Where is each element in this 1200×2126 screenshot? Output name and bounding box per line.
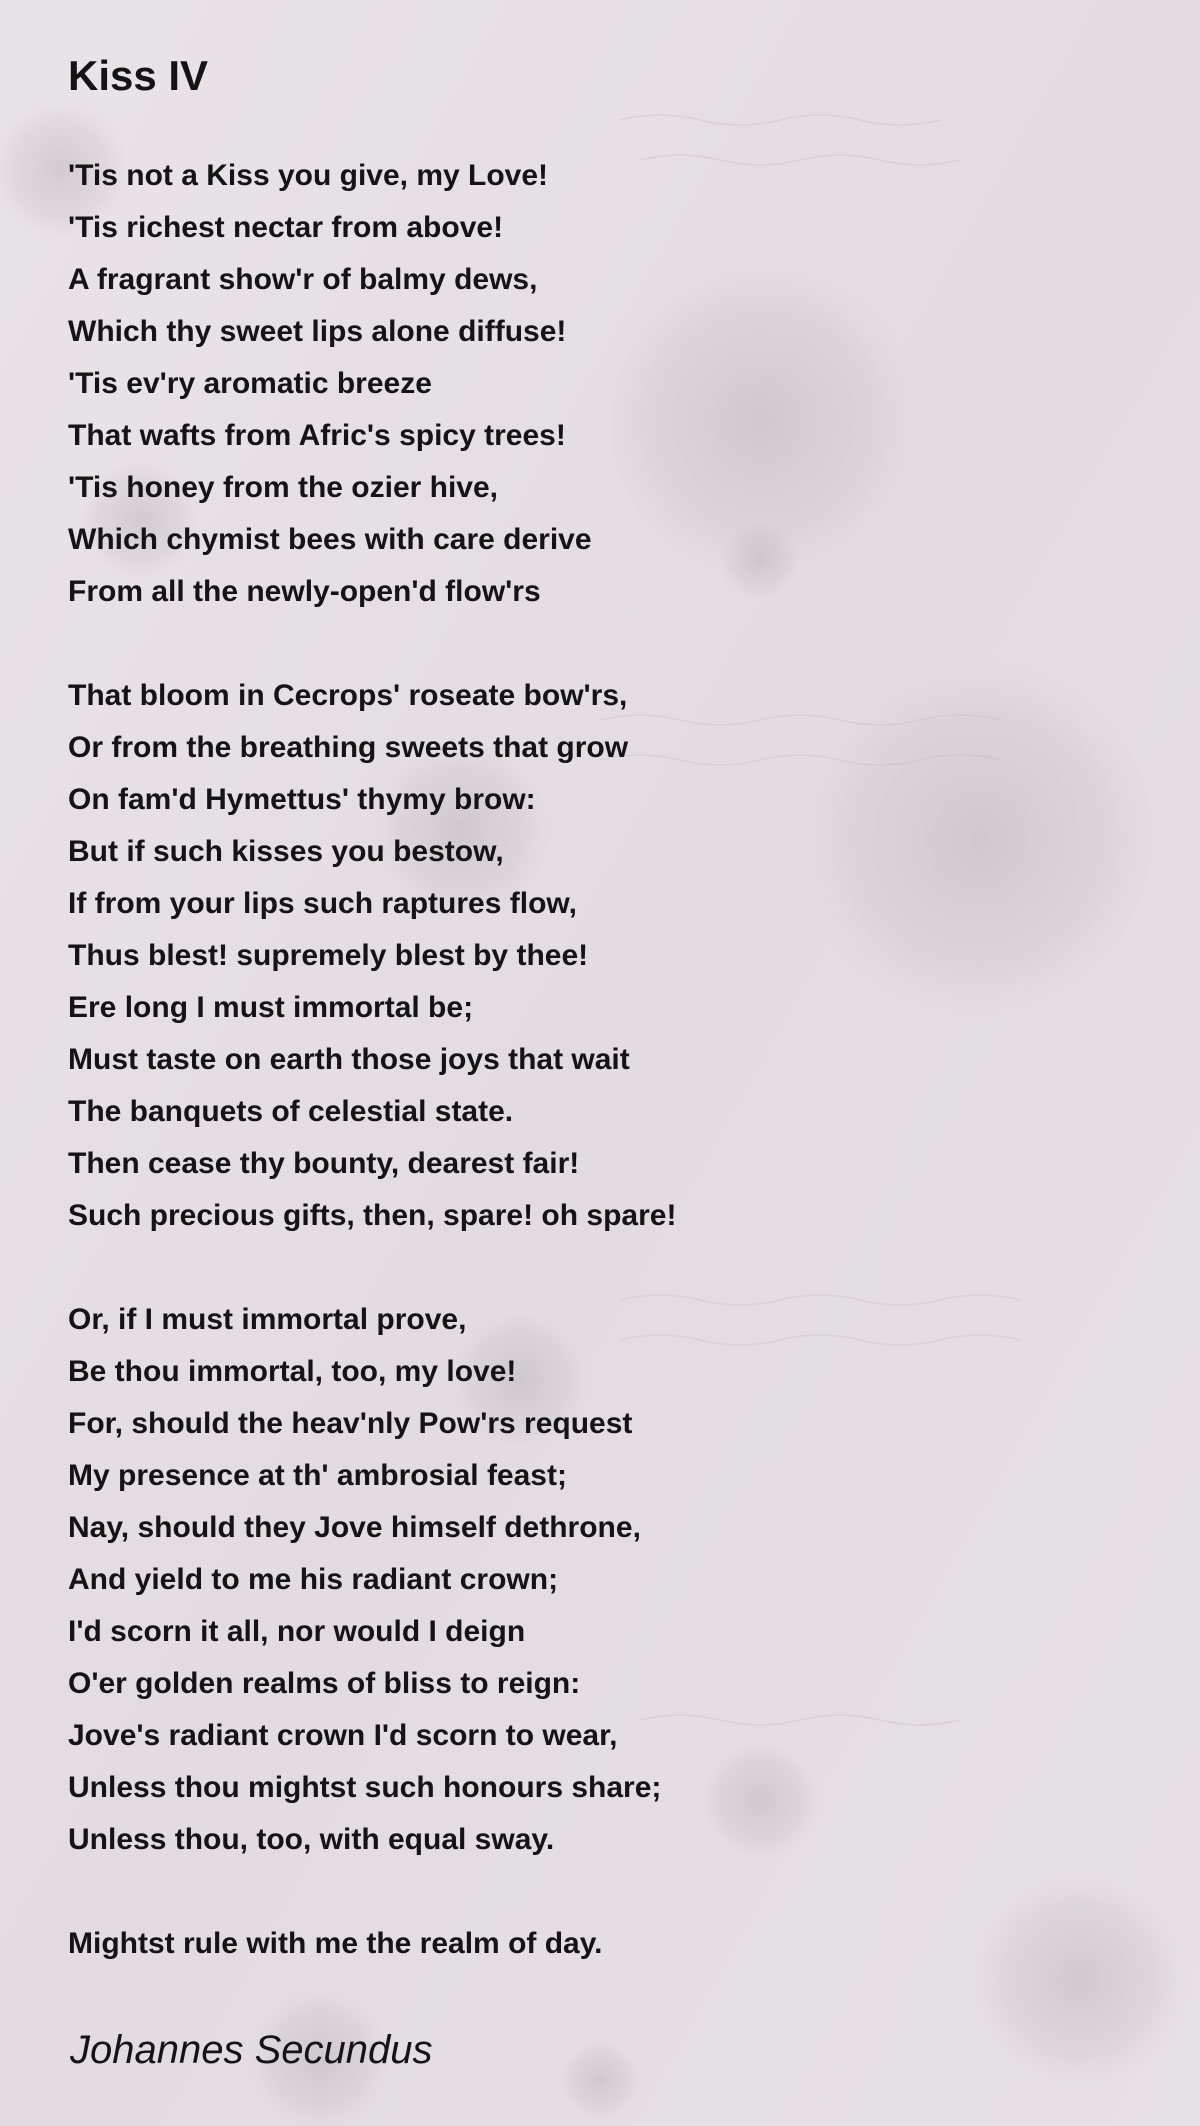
stanza-3 [68, 1294, 676, 1866]
poem-line: Mightst rule with me the realm of day. [68, 1927, 603, 1960]
poem-line: Jove's radiant crown I'd scorn to wear, [68, 1719, 618, 1752]
poem-line: Must taste on earth those joys that wait [68, 1043, 630, 1076]
poem-line: My presence at th' ambrosial feast; [68, 1459, 567, 1492]
poem-line: But if such kisses you bestow, [68, 835, 504, 868]
poem-line: That bloom in Cecrops' roseate bow'rs, [68, 679, 628, 712]
poem-line: If from your lips such raptures flow, [68, 887, 577, 920]
poem-line: Nay, should they Jove himself dethrone, [68, 1511, 641, 1544]
poem-line: Then cease thy bounty, dearest fair! [68, 1147, 580, 1180]
poem-line: On fam'd Hymettus' thymy brow: [68, 783, 536, 816]
poem-line: Such precious gifts, then, spare! oh spare! [68, 1199, 677, 1232]
poem-line: And yield to me his radiant crown; [68, 1563, 559, 1596]
stanza-4 [68, 1918, 676, 1970]
poem-author: Johannes Secundus [70, 2028, 433, 2072]
poem-line: For, should the heav'nly Pow'rs request [68, 1407, 633, 1440]
poem-line: Unless thou mightst such honours share; [68, 1771, 662, 1804]
poem-line: 'Tis honey from the ozier hive, [68, 471, 499, 504]
poem-title: Kiss IV [68, 52, 209, 99]
poem-line: Which chymist bees with care derive [68, 523, 592, 556]
poem-line: Or, if I must immortal prove, [68, 1303, 467, 1336]
poem-line: 'Tis richest nectar from above! [68, 211, 504, 244]
poem-line: The banquets of celestial state. [68, 1095, 514, 1128]
poem-line: Ere long I must immortal be; [68, 991, 474, 1024]
poem-body [68, 150, 676, 1970]
stanza-break [68, 1242, 676, 1294]
poem-line: 'Tis not a Kiss you give, my Love! [68, 159, 549, 192]
stanza-break [68, 1866, 676, 1918]
poem-line: O'er golden realms of bliss to reign: [68, 1667, 581, 1700]
poem-line: Be thou immortal, too, my love! [68, 1355, 517, 1388]
stanza-2 [68, 670, 676, 1242]
stanza-break [68, 618, 676, 670]
poem-line: Which thy sweet lips alone diffuse! [68, 315, 567, 348]
poem-line: Unless thou, too, with equal sway. [68, 1823, 555, 1856]
poem-line: That wafts from Afric's spicy trees! [68, 419, 566, 452]
poem-line: From all the newly-open'd flow'rs [68, 575, 541, 608]
poem-line: Or from the breathing sweets that grow [68, 731, 629, 764]
poem-line: 'Tis ev'ry aromatic breeze [68, 367, 432, 400]
stanza-1 [68, 150, 676, 618]
poem-line: I'd scorn it all, nor would I deign [68, 1615, 526, 1648]
poem-line: Thus blest! supremely blest by thee! [68, 939, 589, 972]
poem-line: A fragrant show'r of balmy dews, [68, 263, 538, 296]
